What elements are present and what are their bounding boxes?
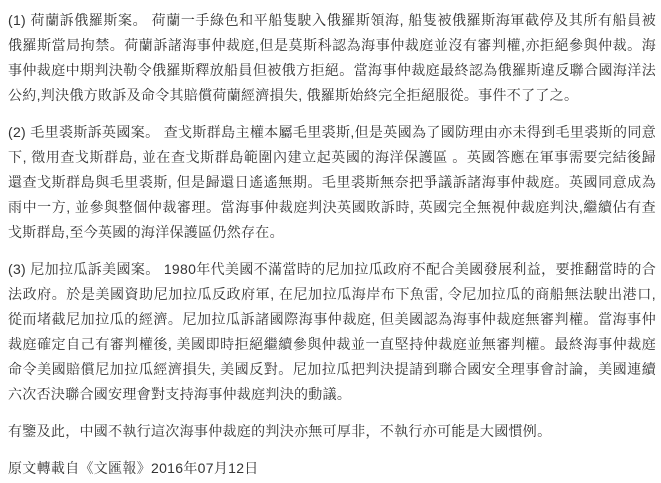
conclusion-paragraph: 有鑒及此，中國不執行這次海事仲裁庭的判決亦無可厚非，不執行亦可能是大國慣例。 xyxy=(8,423,552,439)
case-paragraph-3: (3) 尼加拉瓜訴美國案。 1980年代美國不滿當時的尼加拉瓜政府不配合美國發展利益，要推翻當時的合法政府。於是美國資助尼加拉瓜反政府軍, 在尼加拉瓜海岸布下魚雷, 令尼加拉瓜的商船無法駛出港口, 從而堵截尼加拉瓜的經濟。尼加拉瓜訴諸國際海事仲裁庭, 但美國認為海事仲裁庭無審判權。當海事仲裁庭確定自己有審判權後, 美國即時拒絕繼續參與仲裁並一直堅持仲裁庭並無審判權。最終海事仲裁庭命令美國賠償尼加拉瓜經濟損失, 美國反對。尼加拉瓜把判決提請到聯合國安全理事會討論，美國連續六次否決聯合國安理會對支持海事仲裁庭判決的動議。 xyxy=(8,261,656,402)
case-paragraph-1: (1) 荷蘭訴俄羅斯案。 荷蘭一手綠色和平船隻駛入俄羅斯領海, 船隻被俄羅斯海軍截停及其所有船員被俄羅斯當局拘禁。荷蘭訴諸海事仲裁庭,但是莫斯科認為海事仲裁庭並沒有審判權,亦拒絕參與仲裁。海事仲裁庭中期判決勒令俄羅斯釋放船員但被俄方拒絕。當海事仲裁庭最終認為俄羅斯違反聯合國海洋法公約,判決俄方敗訴及命令其賠償荷蘭經濟損失, 俄羅斯始終完全拒絕服從。事件不了了之。 xyxy=(8,12,656,103)
source-line: 原文轉載自《文匯報》2016年07月12日 xyxy=(8,460,259,476)
case-paragraph-2: (2) 毛里裘斯訴英國案。 查戈斯群島主權本屬毛里裘斯,但是英國為了國防理由亦未得到毛里裘斯的同意下, 徵用查戈斯群島, 並在查戈斯群島範圍內建立起英國的海洋保護區 。英國答應在軍事需要完結後歸還查戈斯群島與毛里裘斯, 但是歸還日遙遙無期。毛里裘斯無奈把爭議訴諸海事仲裁庭。英國同意成為雨中一方, 並參與整個仲裁審理。當海事仲裁庭判決英國敗訴時, 英國完全無視仲裁庭判決,繼續佔有查戈斯群島,至今英國的海洋保護區仍然存在。 xyxy=(8,124,656,240)
